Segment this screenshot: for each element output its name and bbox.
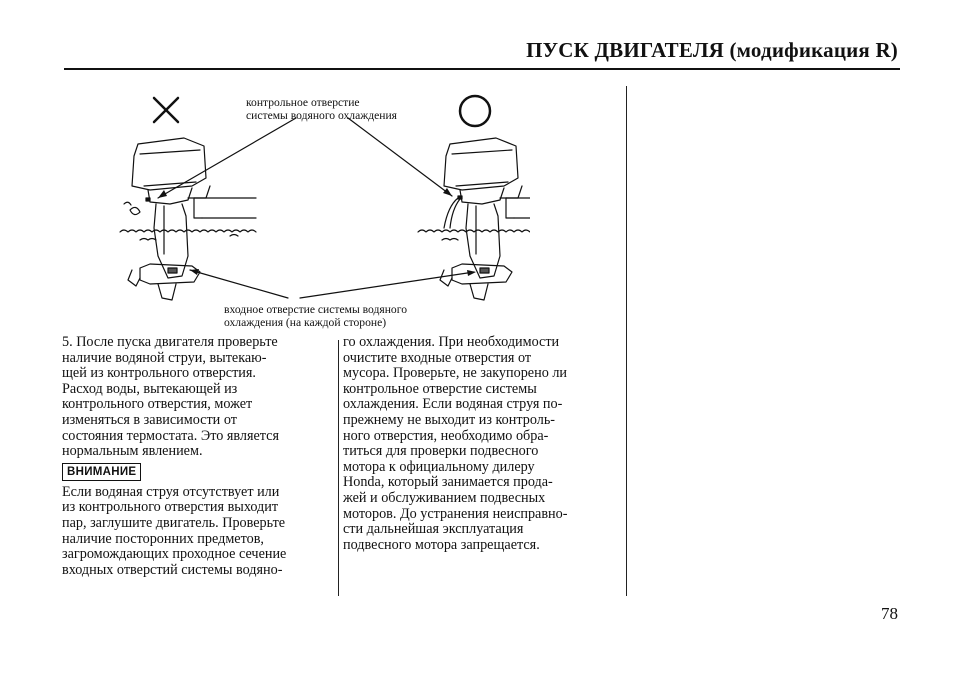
text-line: прежнему не выходит из контроль- — [343, 411, 556, 428]
text-line: мусора. Проверьте, не закупорено ли — [343, 365, 568, 382]
text-line: наличие посторонних предметов, — [62, 530, 264, 547]
intake-hole-caption: входное отверстие системы водяного охлаждения (на каждой стороне) — [224, 303, 407, 329]
text-line: нормальным явлением. — [62, 443, 203, 460]
page-number: 78 — [881, 604, 898, 623]
text-line: Honda, который занимается прода- — [343, 474, 553, 491]
header-rule — [64, 68, 900, 70]
text-line: мотора к официальному дилеру — [343, 458, 535, 475]
text-line: пар, заглушите двигатель. Проверьте — [62, 514, 286, 531]
text-line: Если водяная струя отсутствует или — [62, 483, 280, 500]
cross-icon — [154, 98, 178, 122]
text-line: Расход воды, вытекающей из — [62, 380, 238, 397]
text-line: контрольного отверстия, может — [62, 396, 253, 413]
text-line: изменяться в зависимости от — [62, 411, 237, 428]
motor-left-drawing — [120, 138, 256, 300]
text-line: загромождающих проходное сечение — [62, 546, 287, 563]
left-text-column — [62, 335, 286, 578]
circle-icon — [460, 96, 490, 126]
text-line: из контрольного отверстия выходит — [62, 499, 279, 516]
text-line: ного отверстия, необходимо обра- — [343, 427, 549, 444]
text-line: 5. После пуска двигателя проверьте — [62, 334, 278, 350]
text-line: охлаждения. Если водяная струя по- — [343, 396, 563, 413]
text-line: наличие водяной струи, вытекаю- — [62, 349, 267, 366]
text-line: титься для проверки подвесного — [343, 443, 539, 460]
column-divider-right — [626, 86, 627, 596]
outboard-motor-illustration — [110, 86, 530, 336]
notice-badge: ВНИМАНИЕ — [62, 463, 141, 481]
text-line: моторов. До устранения неисправно- — [343, 505, 568, 522]
text-line: состояния термостата. Это является — [62, 427, 279, 444]
text-line: подвесного мотора запрещается. — [343, 536, 540, 553]
text-line: очистите входные отверстия от — [343, 349, 532, 366]
motor-right-drawing — [418, 138, 530, 300]
text-line: жей и обслуживанием подвесных — [343, 489, 546, 506]
column-divider-left — [338, 340, 339, 596]
right-text-column — [343, 335, 567, 553]
text-line: сти дальнейшая эксплуатация — [343, 521, 524, 538]
text-line: контрольное отверстие системы — [343, 380, 537, 397]
text-line: щей из контрольного отверстия. — [62, 365, 256, 382]
page-title: ПУСК ДВИГАТЕЛЯ (модификация R) — [526, 38, 898, 62]
text-line: го охлаждения. При необходимости — [343, 334, 560, 350]
check-hole-caption: контрольное отверстие системы водяного охлаждения — [246, 96, 398, 122]
text-line: входных отверстий системы водяно- — [62, 561, 283, 578]
